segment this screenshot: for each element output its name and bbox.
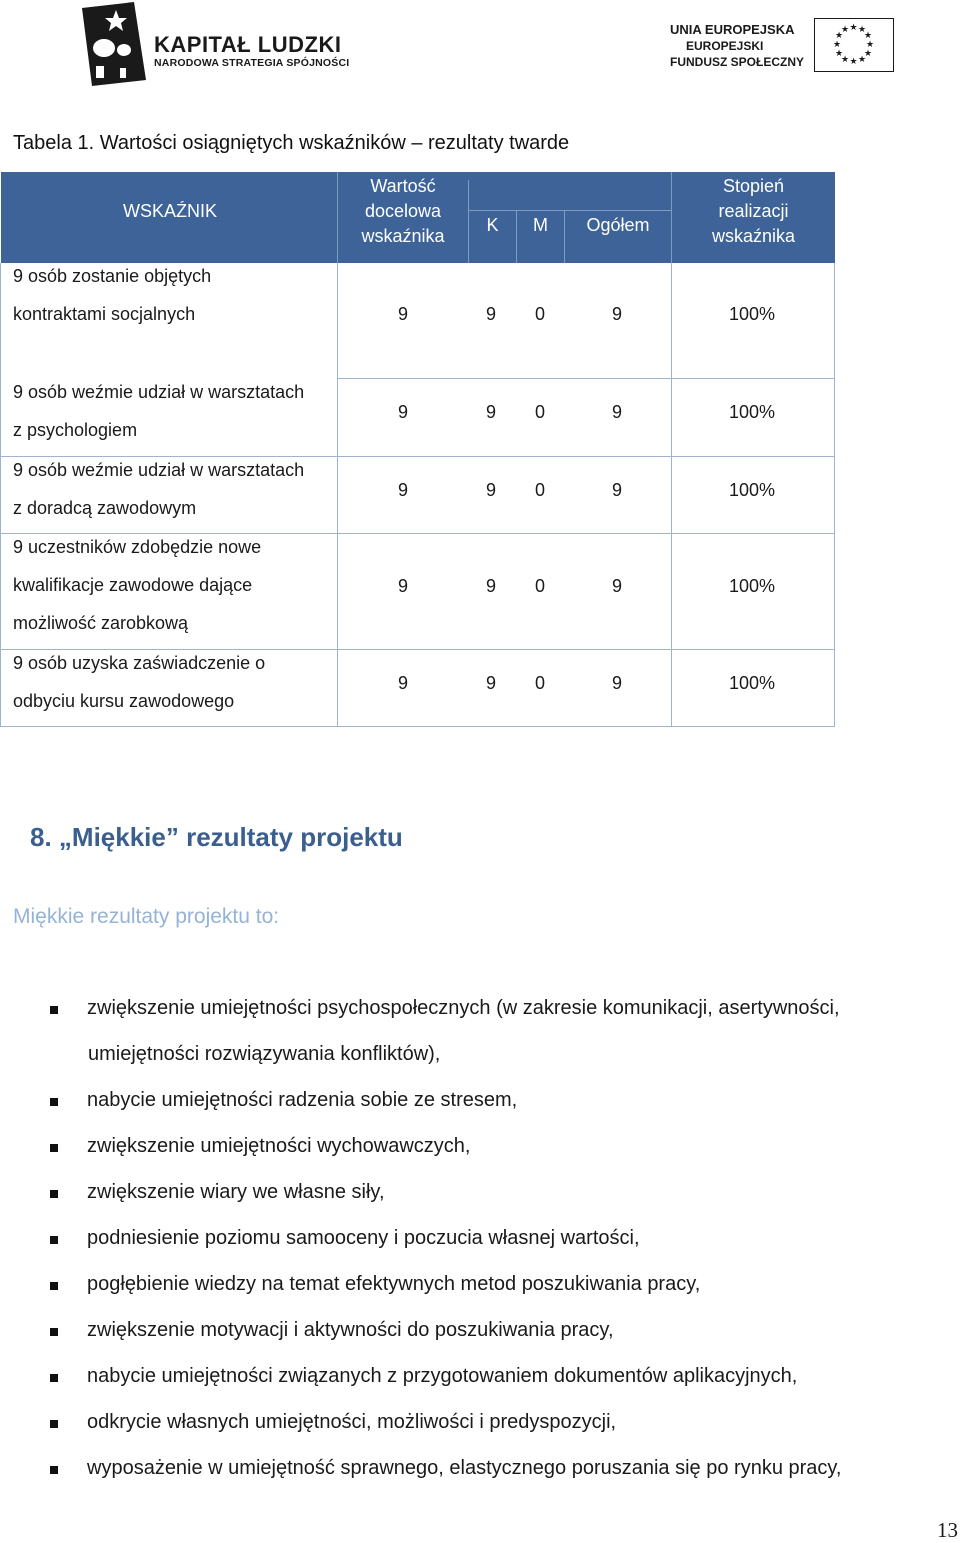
row-k: 9: [486, 480, 497, 500]
row-total: 9: [612, 576, 623, 596]
logo-right-line2: EUROPEJSKI: [686, 39, 764, 53]
row-indicator-line: możliwość zarobkową: [13, 613, 189, 633]
list-item: zwiększenie wiary we własne siły,: [87, 1181, 385, 1203]
logo-right-line3: FUNDUSZ SPOŁECZNY: [670, 55, 805, 69]
page-number: 13: [937, 1518, 958, 1542]
bullet-square-icon: [50, 1098, 58, 1106]
row-k: 9: [486, 402, 497, 422]
row-indicator-line: z psychologiem: [13, 420, 138, 440]
header-total: Ogółem: [586, 215, 650, 235]
list-item: wyposażenie w umiejętność sprawnego, elastycznego poruszania się po rynku pracy,: [87, 1457, 842, 1479]
bullet-square-icon: [50, 1006, 58, 1014]
header-target-value: [338, 174, 468, 249]
logo-right-line1: UNIA EUROPEJSKA: [670, 22, 795, 37]
header-degree: [672, 174, 835, 249]
list-item: nabycie umiejętności związanych z przygotowaniem dokumentów aplikacyjnych,: [87, 1365, 798, 1387]
svg-text:★: ★: [840, 55, 850, 65]
row-degree: 100%: [729, 576, 776, 596]
row-degree: 100%: [729, 402, 776, 422]
bullet-square-icon: [50, 1420, 58, 1428]
kapital-ludzki-emblem-icon: [76, 2, 150, 86]
row-m: 0: [535, 673, 546, 693]
row-target: 9: [398, 304, 409, 324]
row-total: 9: [612, 402, 623, 422]
list-item: nabycie umiejętności radzenia sobie ze stresem,: [87, 1089, 518, 1111]
header-m: M: [533, 215, 548, 235]
row-indicator-line: 9 osób zostanie objętych: [13, 266, 212, 286]
bullet-square-icon: [50, 1190, 58, 1198]
svg-text:★: ★: [857, 55, 867, 65]
svg-text:★: ★: [832, 40, 842, 50]
list-item: zwiększenie umiejętności psychospołecznych (w zakresie komunikacji, asertywności,: [87, 997, 840, 1019]
row-indicator-line: z doradcą zawodowym: [13, 498, 197, 518]
list-item: pogłębienie wiedzy na temat efektywnych metod poszukiwania pracy,: [87, 1273, 701, 1295]
bullet-square-icon: [50, 1374, 58, 1382]
header-degree-line1: Stopień: [722, 176, 785, 196]
row-degree: 100%: [729, 480, 776, 500]
bullet-square-icon: [50, 1236, 58, 1244]
logo-left-title: KAPITAŁ LUDZKI: [154, 32, 342, 57]
header-degree-line2: realizacji: [718, 201, 789, 221]
logo-eu-efs: [670, 14, 900, 76]
row-m: 0: [535, 304, 546, 324]
header-target-line3: wskaźnika: [361, 226, 445, 246]
row-indicator-line: kwalifikacje zawodowe dające: [13, 575, 253, 595]
list-item: zwiększenie motywacji i aktywności do poszukiwania pracy,: [87, 1319, 614, 1341]
row-m: 0: [535, 402, 546, 422]
row-indicator-line: 9 osób uzyska zaświadczenie o: [13, 653, 266, 673]
svg-text:★: ★: [863, 49, 873, 59]
list-item: podniesienie poziomu samooceny i poczucia własnej wartości,: [87, 1227, 640, 1249]
row-k: 9: [486, 673, 497, 693]
bullet-square-icon: [50, 1144, 58, 1152]
row-target: 9: [398, 480, 409, 500]
row-k: 9: [486, 576, 497, 596]
row-indicator-line: odbyciu kursu zawodowego: [13, 691, 235, 711]
header-target-line2: docelowa: [364, 201, 442, 221]
row-target: 9: [398, 673, 409, 693]
svg-text:★: ★: [857, 25, 867, 35]
svg-text:★: ★: [865, 40, 875, 50]
list-item: zwiększenie umiejętności wychowawczych,: [87, 1135, 471, 1157]
section-heading: 8. „Miękkie” rezultaty projektu: [30, 822, 403, 852]
row-total: 9: [612, 304, 623, 324]
list-item: odkrycie własnych umiejętności, możliwości i predyspozycji,: [87, 1411, 617, 1433]
bullet-square-icon: [50, 1466, 58, 1474]
row-indicator-line: 9 uczestników zdobędzie nowe: [13, 537, 262, 557]
logo-kapital-ludzki: [76, 2, 376, 86]
table-row: [0, 451, 835, 531]
row-m: 0: [535, 480, 546, 500]
svg-text:★: ★: [834, 49, 844, 59]
table-row: [0, 373, 835, 453]
table-row: [0, 644, 835, 724]
table-caption: Tabela 1. Wartości osiągniętych wskaźników – rezultaty twarde: [13, 132, 570, 154]
row-m: 0: [535, 576, 546, 596]
section-intro: Miękkie rezultaty projektu to:: [13, 905, 280, 928]
row-degree: 100%: [729, 673, 776, 693]
header-indicator: WSKAŹNIK: [122, 201, 217, 221]
row-total: 9: [612, 673, 623, 693]
table-row: [0, 528, 835, 646]
bullet-square-icon: [50, 1282, 58, 1290]
svg-text:★: ★: [849, 23, 858, 33]
header-k: K: [486, 215, 499, 235]
svg-text:★: ★: [863, 31, 873, 41]
logo-left-subtitle: NARODOWA STRATEGIA SPÓJNOŚCI: [154, 57, 350, 69]
svg-text:★: ★: [849, 57, 858, 67]
row-indicator-line: 9 osób weźmie udział w warsztatach: [13, 460, 305, 480]
svg-text:★: ★: [834, 31, 844, 41]
header-target-line1: Wartość: [370, 176, 436, 196]
row-target: 9: [398, 402, 409, 422]
row-k: 9: [486, 304, 497, 324]
svg-text:★: ★: [840, 25, 850, 35]
row-degree: 100%: [729, 304, 776, 324]
row-total: 9: [612, 480, 623, 500]
row-target: 9: [398, 576, 409, 596]
list-item-continuation: umiejętności rozwiązywania konfliktów),: [88, 1043, 441, 1065]
eu-flag-icon: [814, 18, 894, 72]
row-indicator-line: kontraktami socjalnych: [13, 304, 196, 324]
table-row: [0, 257, 835, 374]
bullet-square-icon: [50, 1328, 58, 1336]
header-degree-line3: wskaźnika: [711, 226, 796, 246]
row-indicator-line: 9 osób weźmie udział w warsztatach: [13, 382, 305, 402]
